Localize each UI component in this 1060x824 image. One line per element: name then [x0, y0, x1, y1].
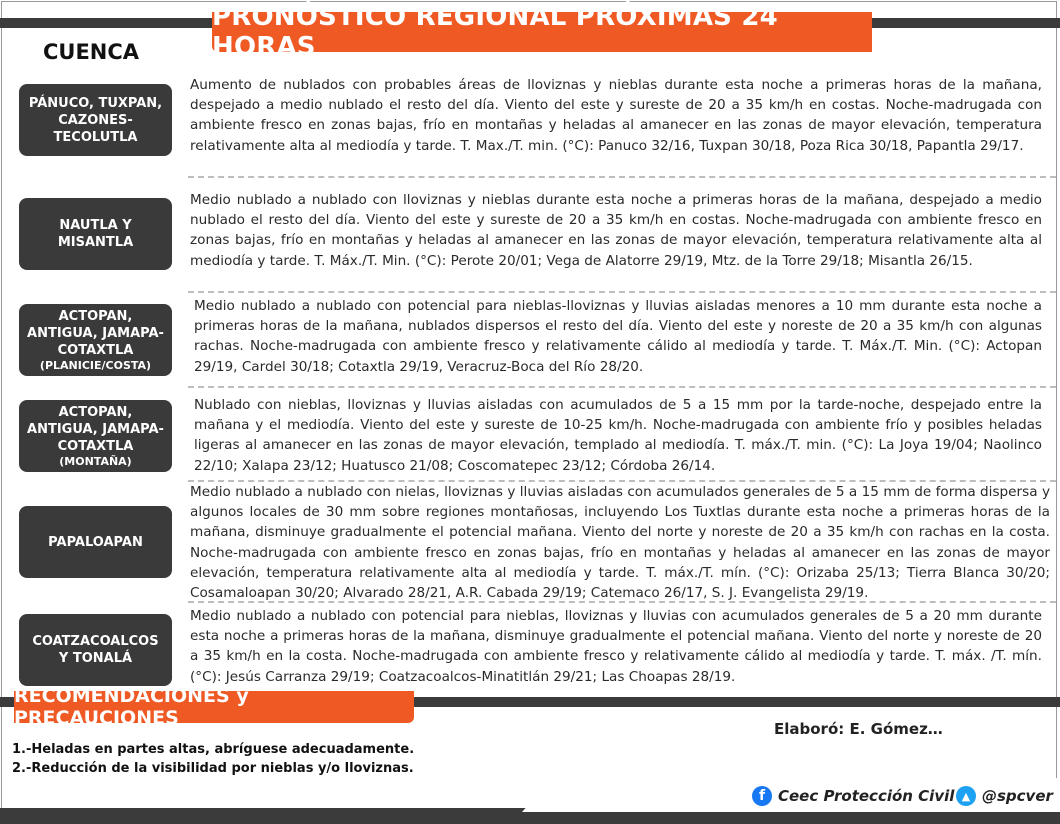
region-badge-nautla	[19, 198, 172, 270]
region-badge-actopan-planicie	[19, 304, 172, 376]
region-subtitle: (MONTAÑA)	[59, 454, 132, 468]
region-name-line: MISANTLA	[57, 235, 134, 250]
region-name-line: ANTIGUA, JAMAPA-	[27, 421, 164, 437]
forecast-coatzacoalcos: Medio nublado a nublado con potencial para nieblas, lloviznas y lluvias con acumulados generales de 5 a 20 mm durante esta noche a primeras horas de la mañana, disminuye gradualmente el potencial mañana. Viento del norte y noreste de 20 a 35 km/h en la costa. Noche-madrugada con ambiente fresco y relativamente cálido al mediodía y tarde. T. máx. /T. mín.(°C): Jesús Carranza 29/19; Coatzacoalcos-Minatitlán 29/21; Las Choapas 28/19.	[190, 608, 1042, 685]
divider	[188, 386, 1056, 388]
twitter-link[interactable]	[956, 786, 1053, 806]
recommendations-list	[12, 740, 414, 778]
forecast-papaloapan: Medio nublado a nublado con nielas, lloviznas y lluvias aisladas con acumulados generales de 5 a 15 mm de forma dispersa y algunos locales de 30 mm sobre regiones montañosas, incluyendo Los Tuxtlas durante esta noche a primeras horas de la mañana, disminuye gradualmente el potencial mañana. Viento del norte y noreste de 20 a 35 km/h con rachas en la costa. Noche-madrugada con ambiente fresco en zonas bajas, frío en montañas y heladas al amanecer en las zonas de mayor elevación, temperatura relativamente alta al mediodía y tarde. T. máx./T. mín. (°C): Orizaba 25/13; Tierra Blanca 30/20; Cosamaloapan 30/20; Alvarado 28/21, A.R. Cabada 29/19; Catemaco 26/17, S. J. Evangelista 29/19.	[190, 484, 1050, 602]
region-name-line: ACTOPAN,	[58, 404, 133, 420]
region-name-line: COATZACOALCOS	[32, 634, 159, 649]
region-name-line: CAZONES-	[58, 112, 133, 128]
divider	[188, 176, 1056, 178]
divider	[188, 291, 1056, 293]
region-badge-coatzacoalcos	[19, 614, 172, 686]
region-name-line: PÁNUCO, TUXPAN,	[28, 95, 163, 111]
region-name-line: PAPALOAPAN	[48, 534, 143, 550]
facebook-icon: f	[752, 786, 772, 806]
city-label: CUENCA	[43, 40, 140, 64]
region-name-line: TECOLUTLA	[53, 129, 138, 145]
divider	[188, 601, 1056, 603]
region-name-line: ANTIGUA, JAMAPA-	[27, 325, 164, 341]
forecast-nautla: Medio nublado a nublado con lloviznas y nieblas durante esta noche a primeras horas de la mañana, despejado a medio nublado el resto del día. Viento del este y sureste de 20 a 35 km/h en costas. Noche-madrugada con ambiente fresco en zonas bajas, frío en montañas y heladas al amanecer en las zonas de mayor elevación, temperatura relativamente alta al mediodía y tarde. T. Máx./T. Min. (°C): Perote 20/01; Vega de Alatorre 29/19, Mtz. de la Torre 29/18; Misantla 26/15.	[190, 192, 1042, 269]
region-badge-papaloapan	[19, 506, 172, 578]
twitter-handle: @spcver	[982, 787, 1053, 805]
region-badge-panuco	[19, 84, 172, 156]
twitter-icon: ▲	[956, 786, 976, 806]
recommendation-item: 2.-Reducción de la visibilidad por nieblas y/o lloviznas.	[12, 761, 414, 776]
recommendation-item: 1.-Heladas en partes altas, abríguese adecuadamente.	[12, 742, 415, 757]
region-name-line: COTAXTLA	[57, 438, 134, 454]
region-badge-actopan-montana	[19, 400, 172, 472]
facebook-link[interactable]	[752, 786, 954, 806]
recommendations-title: RECOMENDACIONES y PRECAUCIONES	[14, 685, 249, 729]
forecast-panuco: Aumento de nublados con probables áreas de lloviznas y nieblas durante esta noche a primeras horas de la mañana, despejado a medio nublado el resto del día. Viento del este y sureste de 20 a 35 km/h en costas. Noche-madrugada con ambiente fresco en zonas bajas, frío en montañas y heladas al amanecer en las zonas de mayor elevación, temperatura relativamente alta al mediodía y tarde. T. Max./T. min. (°C): Panuco 32/16, Tuxpan 30/18, Poza Rica 30/18, Papantla 29/17.	[190, 77, 1042, 154]
facebook-handle: Ceec Protección Civil	[778, 787, 955, 805]
region-name-line: NAUTLA Y	[59, 218, 132, 233]
page-title: PRONÓSTICO REGIONAL PRÓXIMAS 24 HORAS	[212, 2, 778, 62]
recommendations-banner	[14, 685, 414, 729]
title-banner	[212, 2, 872, 62]
region-name-line: COTAXTLA	[57, 342, 134, 358]
region-subtitle: (PLANICIE/COSTA)	[39, 358, 152, 372]
region-name-line: Y TONALÁ	[58, 651, 133, 666]
region-name-line: ACTOPAN,	[58, 308, 133, 324]
forecast-actopan-planicie: Medio nublado a nublado con potencial para nieblas-lloviznas y lluvias aisladas menores a 10 mm durante esta noche a primeras horas de la mañana, nublados dispersos el resto del día. Viento del este y noreste de 20 a 35 km/h con algunas rachas. Noche-madrugada con ambiente fresco y relativamente cálido al mediodía y tarde. T. Máx./T. Min. (°C): Actopan 29/19, Cardel 30/18; Cotaxtla 29/19, Veracruz-Boca del Río 28/20.	[194, 298, 1042, 375]
author-credit: Elaboró: E. Gómez…	[774, 720, 943, 738]
forecast-actopan-montana: Nublado con nieblas, lloviznas y lluvias aisladas con acumulados de 5 a 15 mm por la tarde-noche, despejado entre la mañana y el mediodía. Viento del este y sureste de 10-25 km/h. Noche-madrugada con ambiente frío y posibles heladas ligeras al amanecer en las zonas de mayor elevación, templado al mediodía. T. máx./T. min. (°C): La Joya 19/04; Naolinco 22/10; Xalapa 23/12; Huatusco 21/08; Coscomatepec 23/12; Córdoba 26/14.	[194, 397, 1042, 474]
